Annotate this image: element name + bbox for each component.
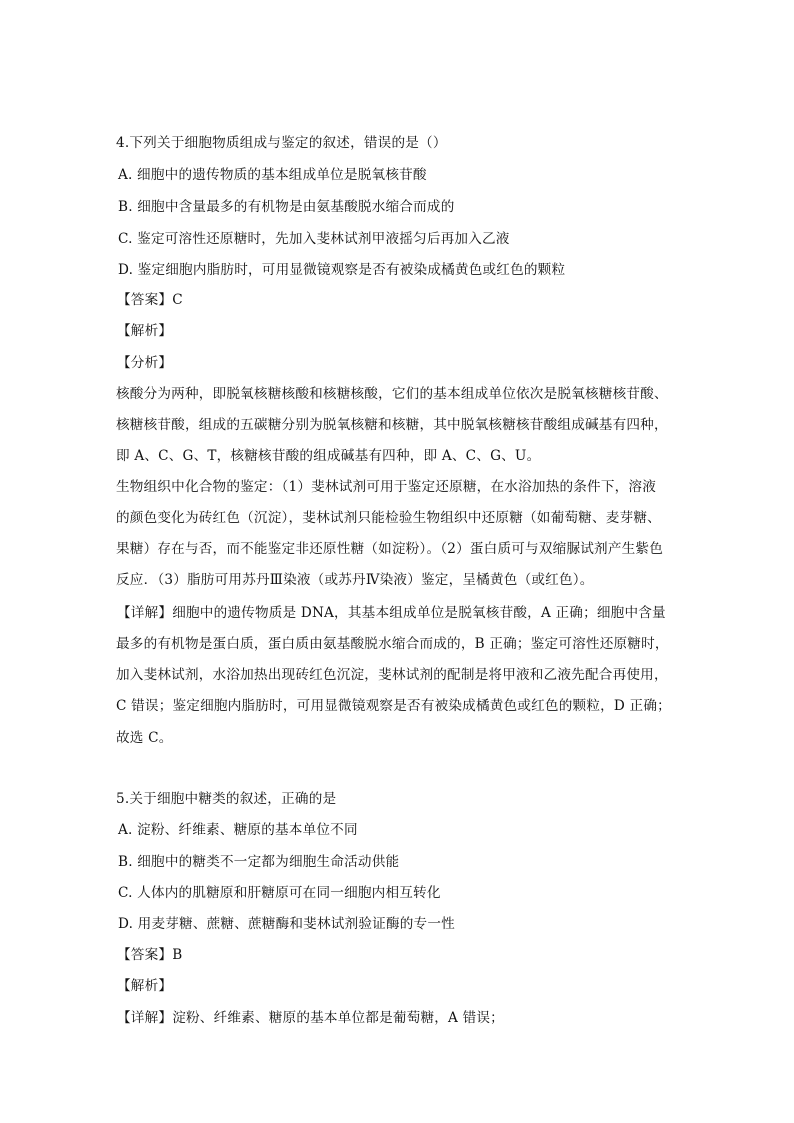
q4-detail-text-1: 细胞中的遗传物质是 DNA，其基本组成单位是脱氧核苷酸，A 正确；细胞中含量 [172,605,666,621]
q5-answer-label: 【答案】 [117,947,173,963]
q5-analysis-label: 【解析】 [117,978,173,994]
q5-option-b: B. 细胞中的糖类不一定都为细胞生命活动供能 [118,854,400,870]
q4-detail-line-3: 加入斐林试剂，水浴加热出现砖红色沉淀，斐林试剂的配制是将甲液和乙液先配合再使用， [116,667,668,683]
q5-detail-text-1: 淀粉、纤维素、糖原的基本单位都是葡萄糖，A 错误； [172,1010,504,1026]
q4-fenxi-line-2: 核糖核苷酸，组成的五碳糖分别为脱氧核糖和核糖，其中脱氧核糖核苷酸组成碱基有四种， [116,417,668,433]
q4-analysis-label: 【解析】 [117,323,173,339]
q4-fenxi-line-1: 核酸分为两种，即脱氧核糖核酸和核糖核酸，它们的基本组成单位依次是脱氧核糖核苷酸、 [116,386,668,402]
q4-fenxi-line-6: 果糖）存在与否，而不能鉴定非还原性糖（如淀粉）。（2）蛋白质可与双缩脲试剂产生紫色 [116,541,663,557]
q4-detail-label: 【详解】 [117,605,173,621]
q5-option-c: C. 人体内的肌糖原和肝糖原可在同一细胞内相互转化 [118,885,441,901]
q5-answer-value: B [172,947,183,963]
q5-answer [117,945,182,965]
q4-detail-line-5: 故选 C。 [116,730,173,746]
q4-option-c: C. 鉴定可溶性还原糖时，先加入斐林试剂甲液摇匀后再加入乙液 [118,231,510,247]
q4-detail-line-1 [117,603,666,623]
q5-stem: 5.关于细胞中糖类的叙述，正确的是 [116,791,337,807]
q4-answer-value: C [172,292,183,308]
q4-detail-line-4: C 错误；鉴定细胞内脂肪时，可用显微镜观察是否有被染成橘黄色或红色的颗粒，D 正确； [116,698,671,714]
q4-option-a: A. 细胞中的遗传物质的基本组成单位是脱氧核苷酸 [118,167,427,183]
q5-detail-line-1 [117,1008,504,1028]
q4-answer [117,290,183,310]
q4-stem: 4.下列关于细胞物质组成与鉴定的叙述，错误的是（） [116,135,447,151]
q4-fenxi-line-4: 生物组织中化合物的鉴定：（1）斐林试剂可用于鉴定还原糖，在水浴加热的条件下，溶液 [116,479,657,495]
q4-detail-line-2: 最多的有机物是蛋白质，蛋白质由氨基酸脱水缩合而成的，B 正确；鉴定可溶性还原糖时， [116,636,669,652]
q4-fenxi-line-5: 的颜色变化为砖红色（沉淀），斐林试剂只能检验生物组织中还原糖（如葡萄糖、麦芽糖、 [116,510,661,526]
q4-option-d: D. 鉴定细胞内脂肪时，可用显微镜观察是否有被染成橘黄色或红色的颗粒 [118,262,566,278]
q5-option-d: D. 用麦芽糖、蔗糖、蔗糖酶和斐林试剂验证酶的专一性 [118,916,455,932]
q4-fenxi-line-7: 反应．（3）脂肪可用苏丹Ⅲ染液（或苏丹Ⅳ染液）鉴定，呈橘黄色（或红色）。 [116,572,594,588]
q5-option-a: A. 淀粉、纤维素、糖原的基本单位不同 [118,822,358,838]
q4-option-b: B. 细胞中含量最多的有机物是由氨基酸脱水缩合而成的 [118,199,455,215]
q5-detail-label: 【详解】 [117,1010,173,1026]
q4-answer-label: 【答案】 [117,292,173,308]
q4-fenxi-line-3: 即 A、C、G、T，核糖核苷酸的组成碱基有四种，即 A、C、G、U。 [116,448,541,464]
q4-fenxi-label: 【分析】 [117,355,173,371]
